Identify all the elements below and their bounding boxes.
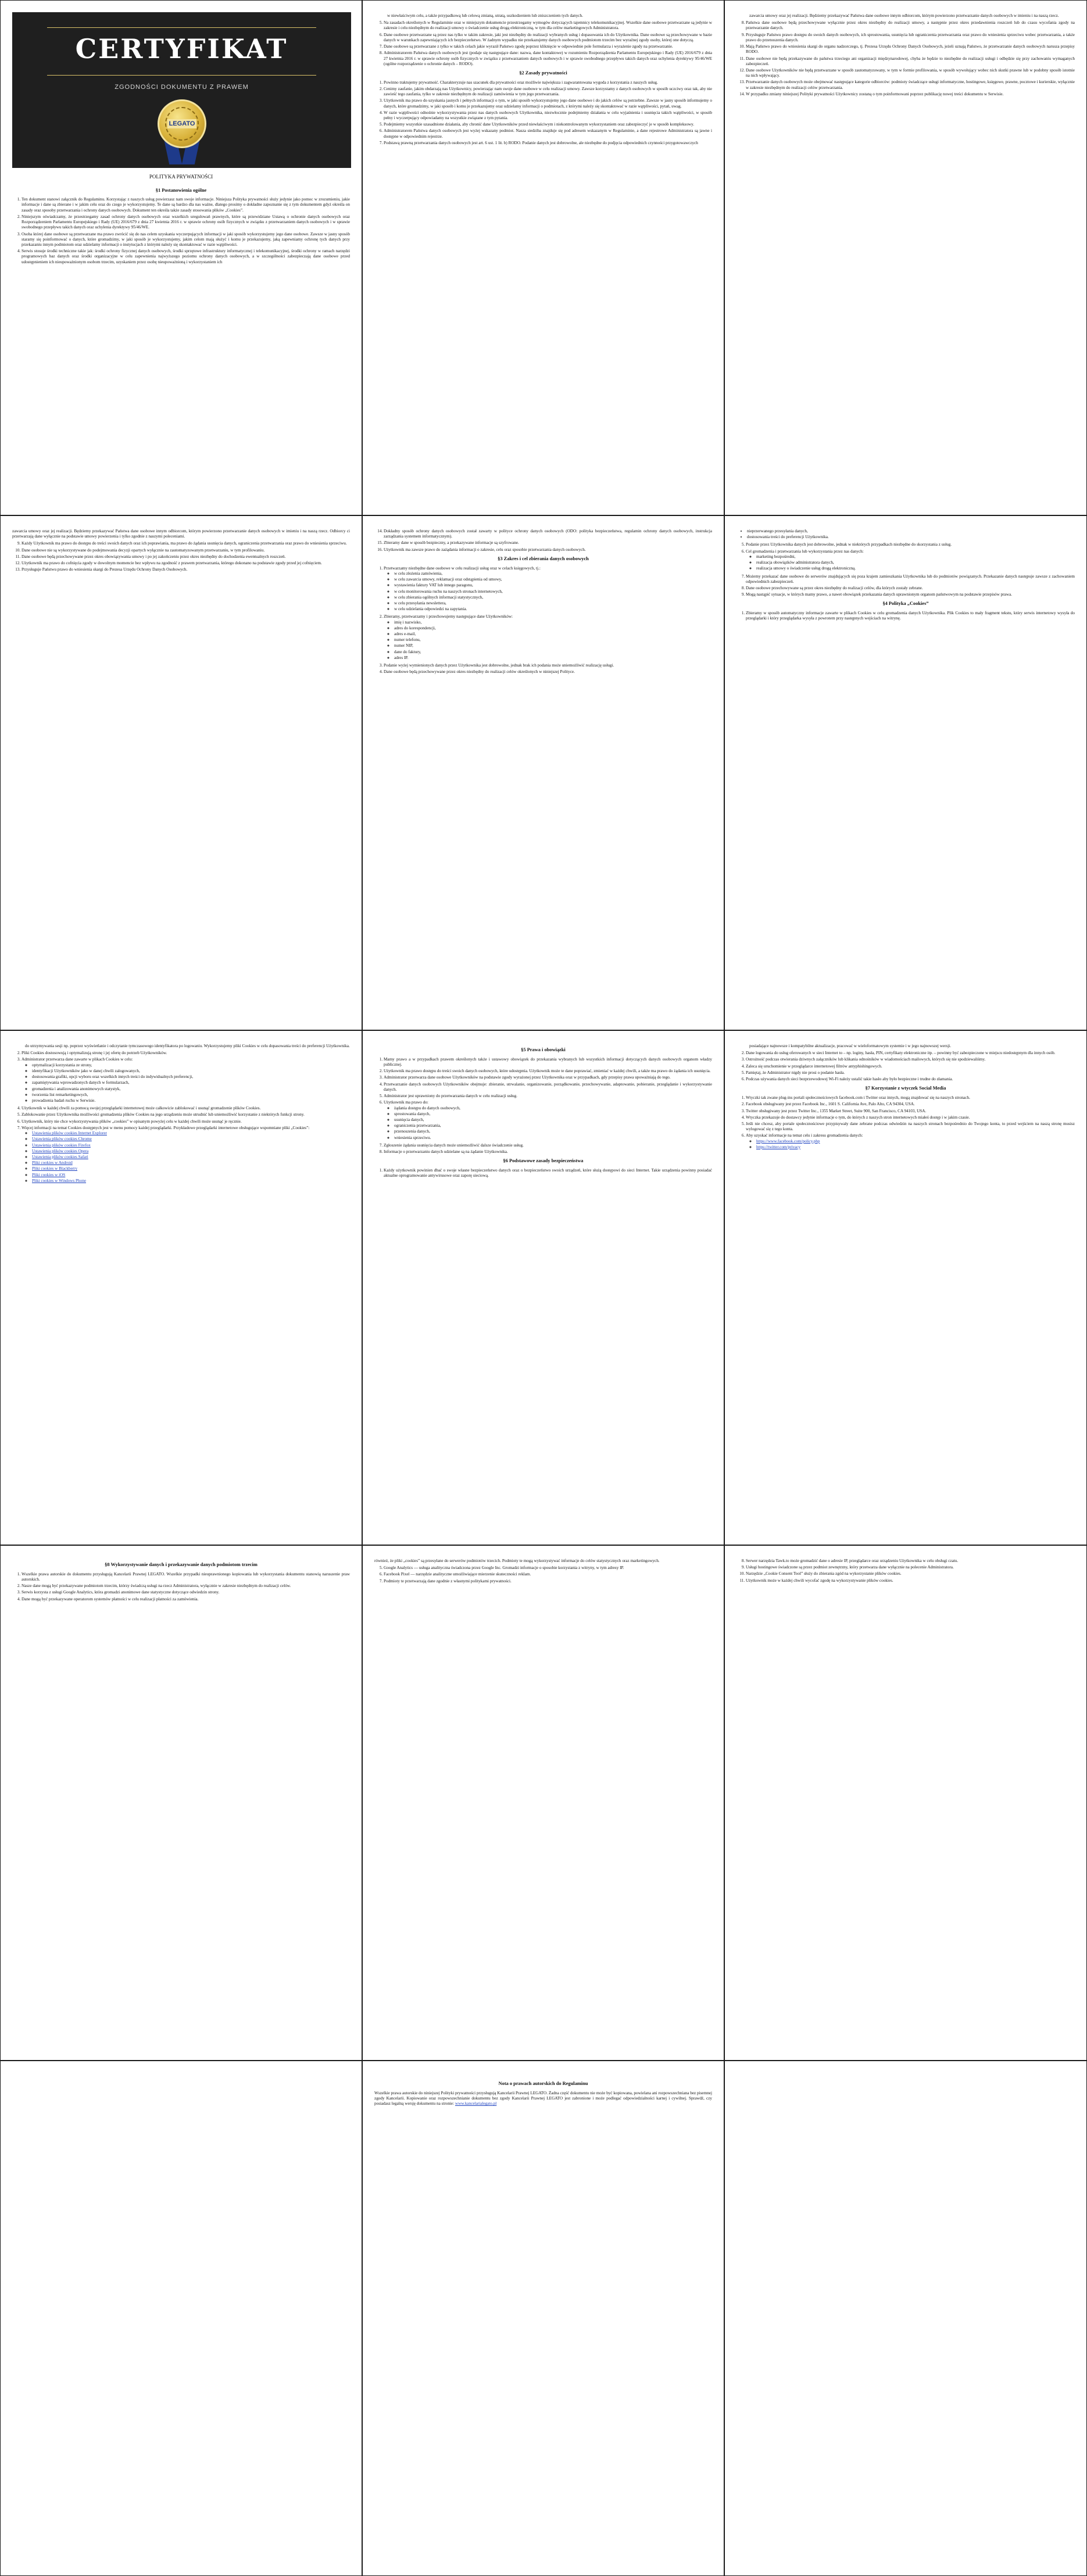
list-item: ◦ ograniczenia przetwarzania, <box>394 1123 712 1128</box>
list-item: 8. Informacje o przetwarzaniu danych udzielane są na żądanie Użytkownika. <box>384 1149 712 1155</box>
list-item: 15. Zbieramy dane w sposób bezpieczny, a przekazywane informacje są szyfrowane. <box>384 540 712 546</box>
section-2-list <box>374 80 712 146</box>
copyright-note-heading: Nota o prawach autorskich do Regulaminu <box>498 2081 588 2086</box>
list-item: ◦ dane do faktury, <box>394 650 712 655</box>
list-item: 10. Mają Państwo prawo do wniesienia skargi do organu nadzorczego, tj. Prezesa Urzędu Ochrony Danych Osobowych, jeżeli uznają Państwo, że przetwarzanie danych osobowych narusza przepisy RODO. <box>746 44 1075 55</box>
list-item: 3. Administrator przetwarza dane osobowe Użytkowników na podstawie zgody wyrażonej przez Użytkownika oraz w przypadkach, gdy przepisy prawa upoważniają do tego. <box>384 1075 712 1080</box>
list-item: 10. Dane osobowe nie są wykorzystywane do podejmowania decyzji opartych wyłącznie na zautomatyzowanym przetwarzaniu, w tym profilowaniu. <box>22 548 350 553</box>
seal-text: LEGATO <box>167 119 197 128</box>
list-item <box>384 566 712 612</box>
section-heading-5: §5 Prawa i obowiązki <box>521 1047 566 1052</box>
browser-link-chrome[interactable]: Ustawienia plików cookies Chrome <box>32 1137 92 1142</box>
list-item <box>746 1133 1075 1150</box>
list-item: ◦ w celu zawarcia umowy, reklamacji oraz odstąpienia od umowy, <box>394 577 712 582</box>
list-item: 1. Zbieramy w sposób automatyczny informacje zawarte w plikach Cookies w celu gromadzenia danych Użytkownika. Plik Cookies to mały fragment tekstu, który serwis internetowy wysyła do przeglądarki i który przeglądarka wysyła z powrotem przy następnych wejściach na witrynę. <box>746 611 1075 621</box>
section-4-list-cont <box>12 1051 350 1184</box>
cont-list <box>736 529 1075 540</box>
list-item: 2. Cenimy zaufanie, jakim obdarzają nas Użytkownicy, powierzając nam swoje dane osobowe w celu realizacji umowy. Zawsze korzystamy z danych osobowych w sposób uczciwy oraz tak, aby nie zawieść tego zaufania, tylko w zakresie niezbędnym do realizacji zamówienia w tym jego przetwarzania. <box>384 87 712 97</box>
list-item: ◦ realizacja umowy o świadczenie usług drogą elektroniczną. <box>756 566 1075 571</box>
section-8-list <box>12 1572 350 1602</box>
list-item <box>32 1143 350 1148</box>
page-2 <box>362 0 724 515</box>
list-item: 7. Podstawą prawną przetwarzania danych osobowych jest art. 6 ust. 1 lit. b) RODO. Podanie danych jest dobrowolne, ale niezbędne do podjęcia odpowiednich czynności przygotowawczych <box>384 141 712 146</box>
certificate-rule-mid <box>47 75 316 76</box>
page-12 <box>724 1545 1087 2061</box>
list-item <box>384 1100 712 1141</box>
list-item: 9. Mogą nastąpić sytuacje, w których mamy prawo, a nawet obowiązek przekazania danych uprawnionym organom państwowym na podstawie przepisów prawa. <box>746 592 1075 597</box>
list-item: 2. Dane logowania do usług oferowanych w sieci Internet to – np. loginy, hasła, PIN, certyfikaty elektroniczne itp. – powinny być zabezpieczone w miejscu niedostępnym dla innych osób. <box>746 1051 1075 1056</box>
section-6-list-cont <box>736 1051 1075 1082</box>
facebook-policy-link[interactable]: https://www.facebook.com/policy.php <box>756 1138 820 1144</box>
list-item <box>32 1166 350 1171</box>
list-item: 9. Usługi hostingowe świadczone są przez podmiot zewnętrzny, który przetwarza dane wyłącznie na polecenie Administratora. <box>746 1565 1075 1570</box>
list-item: ◦ imię i nazwisko, <box>394 620 712 625</box>
list-item: 12. Użytkownik ma prawo do cofnięcia zgody w dowolnym momencie bez wpływu na zgodność z prawem przetwarzania, którego dokonano na podstawie zgody przed jej cofnięciem. <box>22 561 350 566</box>
list-item: 11. Dane osobowe będą przechowywane przez okres obowiązywania umowy i po jej zakończeniu przez okres niezbędny do dochodzenia ewentualnych roszczeń. <box>22 554 350 560</box>
list-item: 7. Podmioty te przetwarzają dane zgodnie z własnymi politykami prywatności. <box>384 1579 712 1584</box>
page-4 <box>0 515 362 1030</box>
list-item: • nieprzerwanego przesyłania danych, <box>747 529 1075 534</box>
list-item: 9. Każdy Użytkownik ma prawo do dostępu do treści swoich danych oraz ich poprawiania, ma prawo do żądania usunięcia danych, ograniczenia przetwarzania oraz prawo do wniesienia sprzeciwu. <box>22 541 350 546</box>
browser-link-blackberry[interactable]: Pliki cookies w Blackberry <box>32 1166 78 1171</box>
section-heading-7: §7 Korzystanie z wtyczek Social Media <box>865 1085 946 1091</box>
list-item: 3. Serwis korzysta z usługi Google Analytics, która gromadzi anonimowe dane statystyczne dotyczące odwiedzin strony. <box>22 1590 350 1595</box>
browser-link-windows-phone[interactable]: Pliki cookies w Windows Phone <box>32 1178 87 1183</box>
paragraph: zawarcia umowy oraz jej realizacji. Będziemy przekazywać Państwa dane osobowe innym odbiorcom, którym powierzono przetwarzanie danych osobowych w imieniu i na naszą rzecz. Odbiorcy ci przetwarzają dane wyłącznie na podstawie umowy powierzenia i tylko zgodnie z naszymi poleceniami. <box>12 529 350 539</box>
list-item: ◦ realizacja obowiązków administratora danych, <box>756 560 1075 565</box>
list-item: ◦ gromadzenia i analizowania anonimowych statystyk, <box>32 1087 350 1092</box>
cookie-purposes-list <box>22 1063 350 1104</box>
list-item <box>22 1126 350 1184</box>
list-item: 3. Twitter obsługiwany jest przez Twitter Inc., 1355 Market Street, Suite 900, San Francisco, CA 94103, USA. <box>746 1109 1075 1114</box>
list-item: 3. Podanie wyżej wymienionych danych przez Użytkownika jest dobrowolne, jednak brak ich podania może uniemożliwić realizację usługi. <box>384 663 712 668</box>
list-item: 8. Państwa dane osobowe będą przechowywane wyłącznie przez okres niezbędny do realizacji umowy, a następnie przez okres przedawnienia roszczeń lub do czasu wycofania zgody na przetwarzanie danych. <box>746 20 1075 31</box>
list-item: ◦ identyfikacji Użytkowników jako w danej chwili zalogowanych, <box>32 1069 350 1074</box>
list-item-text: Cel gromadzenia i przetwarzania lub wykorzystania przez nas danych: <box>746 549 864 554</box>
list-item: 6. Dane osobowe przetwarzane są przez nas tylko w takim zakresie, jaki jest niezbędny do realizacji wybranych usług i dopasowania ich do Użytkownika. Dane osobowe są przechowywane w bazie danych w warunkach zapewniających ich bezpieczeństwo. W żadnym wypadku nie przekazujemy danych osobowych podmiotom trzecim bez wyraźnej zgody osoby, której one dotyczą. <box>384 33 712 43</box>
data-categories-list <box>384 620 712 661</box>
list-item: 6. Użytkownik, który nie chce wykorzystywania plików „cookies” w opisanym powyżej celu w każdej chwili może usunąć je ręcznie. <box>22 1119 350 1124</box>
list-item: 14. Dokładny sposób ochrony danych osobowych został zawarty w polityce ochrony danych osobowych (ODO: polityka bezpieczeństwa, regulamin ochrony danych osobowych, instrukcja zarządzania systemem informatycznym). <box>384 529 712 539</box>
list-item: ◦ dostosowania grafiki, opcji wyboru oraz wszelkich innych treści do indywidualnych preferencji, <box>32 1074 350 1080</box>
list-item: ◦ żądania dostępu do danych osobowych, <box>394 1106 712 1111</box>
list-item: 11. Dane osobowe nie będą przekazywane do państwa trzeciego ani organizacji międzynarodowej, chyba że będzie to niezbędne do realizacji usługi i odbędzie się przy zachowaniu wymaganych zabezpieczeń. <box>746 56 1075 67</box>
list-item: ◦ wystawienia faktury VAT lub innego paragonu, <box>394 583 712 588</box>
list-item: 2. Pliki Cookies dostosowują i optymalizują stronę i jej ofertę do potrzeb Użytkowników. <box>22 1051 350 1056</box>
page-13 <box>0 2061 362 2576</box>
list-item: 3. Ostrożność podczas otwierania dziwnych załączników lub klikania odnośników w wiadomościach mailowych, których się nie spodziewaliśmy. <box>746 1057 1075 1062</box>
purpose-list <box>746 554 1075 572</box>
page-5 <box>362 515 724 1030</box>
section-8-list-cont-2 <box>736 1559 1075 1583</box>
list-item: 5. Podanie przez Użytkownika danych jest dobrowolne, jednak w niektórych przypadkach niezbędne do skorzystania z usług. <box>746 542 1075 547</box>
list-item: 1. Wszelkie prawa autorskie do dokumentu przysługują Kancelarii Prawnej LEGATO. Wszelkie przypadki nieuprawnionego kopiowania lub wykorzystania dokumentu stanowią naruszenie praw autorskich. <box>22 1572 350 1582</box>
page-14 <box>362 2061 724 2576</box>
copyright-note-text <box>374 2091 712 2107</box>
list-item <box>32 1131 350 1136</box>
browser-link-ie[interactable]: Ustawienia plików cookies Internet Explorer <box>32 1131 107 1136</box>
list-item: 2. Nasze dane mogą być przekazywane podmiotom trzecim, którzy świadczą usługi na rzecz Administratora, wyłącznie w zakresie niezbędnym do realizacji celów. <box>22 1583 350 1589</box>
list-item: 5. Pamiętaj, że Administrator nigdy nie prosi o podanie hasła. <box>746 1070 1075 1076</box>
list-item: 5. Podejmiemy wszystkie uzasadnione działania, aby chronić dane Użytkowników przed niewłaściwym i niekontrolowanym wykorzystaniem oraz zabezpieczyć je w sposób kompleksowy. <box>384 122 712 127</box>
certificate-title: CERTYFIKAT <box>75 33 288 65</box>
list-item: 4. Przetwarzanie danych osobowych Użytkowników obejmuje: zbieranie, utrwalanie, organizowanie, porządkowanie, przechowywanie, adaptowanie, pobieranie, przeglądanie i wykorzystywanie danych. <box>384 1082 712 1092</box>
list-item: 4. Dane mogą być przekazywane operatorom systemów płatności w celu realizacji płatności za zamówienia. <box>22 1597 350 1602</box>
list-item: 1. Powinno traktujemy prywatność. Charakteryzuje nas szacunek dla prywatności oraz możliwie największa i zagwarantowana wygoda z korzystania z naszych usług. <box>384 80 712 85</box>
section-heading-8: §8 Wykorzystywanie danych i przekazywanie danych podmiotom trzecim <box>105 1562 258 1567</box>
list-item: 4. Użytkownik w każdej chwili za pomocą swojej przeglądarki internetowej może całkowicie zablokować i usunąć gromadzenie plików Cookies. <box>22 1106 350 1111</box>
list-item-text: Więcej informacji na temat Cookies dostępnych jest w menu pomocy każdej przeglądarki. Przykładowe przeglądarki internetowe obsługujące wspomniane pliki „Cookies”: <box>22 1125 310 1130</box>
list-item: ◦ zapamiętywania wprowadzonych danych w formularzach, <box>32 1080 350 1085</box>
list-item <box>22 1057 350 1104</box>
section-7-list <box>736 1095 1075 1150</box>
list-item: ◦ przenoszenia danych, <box>394 1129 712 1134</box>
list-item: 5. Google Analytics — usługa analityczna świadczona przez Google Inc. Gromadzi informacje o sposobie korzystania z witryny, w tym adresy IP. <box>384 1565 712 1571</box>
page-6 <box>724 515 1087 1030</box>
list-item: 7. Dane osobowe są przetwarzane z tylko w takich celach jakie wyraził Państwo zgodę poprzez kliknięcie w odpowiednie pole formularza i wyrażenie zgody na przetwarzanie. <box>384 44 712 49</box>
list-item-text: Przetwarzamy niezbędne dane osobowe w celu realizacji usług oraz w celach księgowych, tj.: <box>384 565 541 571</box>
list-item <box>746 549 1075 572</box>
browser-link-opera[interactable]: Ustawienia plików cookies Opera <box>32 1148 89 1153</box>
list-item: 7. Zgłoszenie żądania usunięcia danych może uniemożliwić dalsze świadczenie usług. <box>384 1143 712 1148</box>
list-item: 1. Wtyczki tak zwane plug-ins portali społecznościowych facebook.com i Twitter oraz innych, mogą znajdować się na naszych stronach. <box>746 1095 1075 1101</box>
browser-link-firefox[interactable]: Ustawienia plików cookies Firefox <box>32 1142 91 1148</box>
section-heading-1: §1 Postanowienia ogólne <box>155 187 207 193</box>
list-item: ◦ w celu przesyłania newslettera, <box>394 601 712 606</box>
certificate-rule-top <box>47 27 316 28</box>
list-item: 13. Przetwarzanie danych osobowych może obejmować następujące kategorie odbiorców: podmioty świadczące usługi informatyczne, hostingowe, księgowe, prawne, pocztowe i kurierskie, wyłącznie w zakresie niezbędnym do realizacji celów przetwarzania. <box>746 80 1075 90</box>
list-item: 5. Administrator jest uprawniony do przetwarzania danych w celu realizacji usług. <box>384 1094 712 1099</box>
list-item: ◦ w celu udzielania odpowiedzi na zapytania. <box>394 607 712 612</box>
list-item: 4. W razie wątpliwości odnośnie wykorzystywania przez nas danych osobowych Użytkownika, niezwłocznie podejmiemy działania w celu wyjaśnienia i usunięcia takich wątpliwości, w sposób pełny i wyczerpujący odpowiadamy na wszystkie związane z tym pytania. <box>384 110 712 121</box>
list-item: 8. Administratorem Państwa danych osobowych jest (podaje się następujące dane: nazwa, dane kontaktowe) w rozumieniu Rozporządzenia Parlamentu Europejskiego i Rady (UE) 2016/679 z dnia 27 kwietnia 2016 r. w sprawie ochrony osób fizycznych w związku z przetwarzaniem danych osobowych i w sprawie swobodnego przepływu takich danych oraz uchylenia dyrektywy 95/46/WE (ogólne rozporządzenie o ochronie danych – RODO). <box>384 51 712 67</box>
list-item: • dostosowania treści do preferencji Użytkownika. <box>747 535 1075 540</box>
section-6-list <box>374 1168 712 1178</box>
list-item: ◦ numer telefonu, <box>394 637 712 643</box>
list-item <box>32 1155 350 1160</box>
twitter-policy-link[interactable]: https://twitter.com/privacy <box>756 1144 801 1149</box>
page-15 <box>724 2061 1087 2576</box>
list-item: ◦ adres IP. <box>394 655 712 661</box>
list-item <box>756 1139 1075 1144</box>
legato-website-link[interactable]: www.kancelarialegato.pl <box>455 2101 497 2106</box>
list-item: ◦ adres e-mail, <box>394 632 712 637</box>
page-9 <box>724 1030 1087 1545</box>
section-2-list-cont <box>736 20 1075 97</box>
list-item: 2. Facebook obsługiwany jest przez Facebook Inc., 1601 S. California Ave, Palo Alto, CA 94304, USA. <box>746 1102 1075 1107</box>
list-item <box>32 1160 350 1166</box>
paragraph: w niewłaściwym celu, a także przypadkową lub celową zmianą, utratą, uszkodzeniem lub zniszczeniem tych danych. <box>387 13 583 18</box>
paragraph: do utrzymywania sesji np. poprzez wyświetlanie i odczytanie tymczasowego identyfikatora po logowaniu. Wykorzystujemy pliki Cookies w celu dopasowania treści do preferencji Użytkownika. <box>25 1044 350 1048</box>
list-item: 4. Wtyczka przekazuje do dostawcy jedynie informacje o tym, do których z naszych stron internetowych miałeś dostęp i w jakim czasie. <box>746 1115 1075 1120</box>
rights-list <box>384 1106 712 1141</box>
list-item: 6. Podczas używania danych sieci bezprzewodowej Wi-Fi należy ustalić takie hasło aby było bezpieczne i trudne do złamania. <box>746 1077 1075 1082</box>
section-5-list <box>374 1057 712 1155</box>
page-3 <box>724 0 1087 515</box>
section-3-list <box>374 566 712 675</box>
section-2-list-cont-3 <box>374 529 712 553</box>
list-item <box>32 1173 350 1178</box>
list-item: ◦ sprostowania danych, <box>394 1112 712 1117</box>
list-item: 2. Niniejszym oświadczamy, że przestrzegamy zasad ochrony danych osobowych oraz wszelkich uregulowań prawnych, które są przewidziane Ustawą o ochronie danych osobowych oraz Rozporządzeniem Parlamentu Europejskiego i Rady (UE) 2016/679 z dnia 27 kwietnia 2016 r. w sprawie ochrony osób fizycznych w związku z przetwarzaniem danych osobowych i w sprawie swobodnego przepływu takich danych oraz uchylenia dyrektywy 95/46/WE. <box>22 214 350 231</box>
list-item-text: Użytkownik ma prawo do: <box>384 1100 428 1105</box>
legato-seal-icon <box>158 99 206 148</box>
list-item-text: Zbieramy, przetwarzamy i przechowujemy następujące dane Użytkowników: <box>384 614 513 619</box>
list-item: ◦ numer NIP, <box>394 643 712 649</box>
browser-link-ios[interactable]: Pliki cookies w iOS <box>32 1172 66 1177</box>
paragraph: zawarcia umowy oraz jej realizacji. Będziemy przekazywać Państwa dane osobowe innym odbiorcom, którym powierzono przetwarzanie danych osobowych w imieniu i na naszą rzecz. <box>749 13 1059 18</box>
list-item: 13. Przysługuje Państwu prawo do wniesienia skargi do Prezesa Urzędu Ochrony Danych Osobowych. <box>22 567 350 572</box>
list-item: 4. Dane osobowe będą przechowywane przez okres niezbędny do realizacji celów określonych w niniejszej Polityce. <box>384 669 712 675</box>
list-item: 3. Użytkownik ma prawo do uzyskania jasnych i pełnych informacji o tym, w jaki sposób wykorzystujemy jego dane osobowe i do jakich celów są potrzebne. Zawsze w jasny sposób informujemy o danych, które gromadzimy, w jaki sposób i komu je przekazujemy oraz udzielamy informacji o podmiotach, z którymi należy się skontaktować w razie wątpliwości, pytań, uwag. <box>384 98 712 109</box>
list-item: ◦ usunięcia danych, <box>394 1117 712 1123</box>
list-item: 5. Jeśli nie chcesz, aby portale społecznościowe przypisywały dane zebrane podczas odwiedzin na naszych stronach bezpośrednio do Twojego konta, to przed wejściem na naszą stronę musisz wylogować się z tego konta. <box>746 1122 1075 1132</box>
list-item: 8. Serwer narzędzia Tawk.to może gromadzić dane o adresie IP, przeglądarce oraz urządzeniu Użytkownika w celu obsługi czatu. <box>746 1559 1075 1564</box>
list-item: 4. Serwis stosuje środki techniczne takie jak: środki ochrony fizycznej danych osobowych, środki sprzętowe infrastruktury informatycznej i telekomunikacyjnej, środki ochrony w ramach narzędzi programowych baz danych oraz środki organizacyjne w celu zapewnienia najwyższego poziomu ochrony danych osobowych, a w szczególności zabezpieczają dane osobowe przed udostępnieniem ich nieupoważnionym osobom trzecim, uzyskaniem przez osobę nieupoważnioną i wykorzystaniem ich <box>22 249 350 265</box>
list-item: 6. Facebook Pixel — narzędzie analityczne umożliwiające mierzenie skuteczności reklam. <box>384 1572 712 1577</box>
section-heading-4: §4 Polityka „Cookies” <box>882 601 929 607</box>
list-item-text: Administrator przetwarza dane zawarte w plikach Cookies w celu: <box>22 1057 133 1062</box>
list-item: 4. Zaleca się uruchomienie w przeglądarce internetowej filtrów antyphishingowych. <box>746 1064 1075 1069</box>
list-item: 8. Dane osobowe przechowywane są przez okres niezbędny do realizacji celów, dla których zostały zebrane. <box>746 586 1075 591</box>
section-1-list <box>12 197 350 265</box>
browser-links-list <box>22 1131 350 1184</box>
policy-title: POLITYKA PRYWATNOŚCI <box>149 174 213 180</box>
list-item: 6. Administratorem Państwa danych osobowych jest wyżej wskazany podmiot. Nasza siedziba znajduje się pod adresem wskazanym w Regulaminie, a dane rejestrowe Administratora są jawne i dostępne w odpowiednim rejestrze. <box>384 128 712 139</box>
list-item: 7. Możemy przekazać dane osobowe do serwerów znajdujących się poza krajem zamieszkania Użytkownika lub do podmiotów powiązanych. Przekazanie danych następuje zawsze z zachowaniem odpowiednich zabezpieczeń. <box>746 574 1075 585</box>
purposes-list <box>384 571 712 612</box>
section-3-list-cont <box>736 542 1075 597</box>
list-item: ◦ w celu złożenia zamówienia, <box>394 571 712 576</box>
list-item: ◦ wniesienia sprzeciwu. <box>394 1135 712 1141</box>
page-11 <box>362 1545 724 2061</box>
section-1-list-cont <box>374 20 712 67</box>
section-heading-3: §3 Zakres i cel zbierania danych osobowych <box>498 556 589 561</box>
list-item: ◦ optymalizacji korzystania ze strony, <box>32 1063 350 1068</box>
certificate-subtitle: ZGODNOŚCI DOKUMENTU Z PRAWEM <box>115 84 249 91</box>
list-item: 3. Osoba której dane osobowe są przetwarzane ma prawo zwrócić się do nas celem uzyskania wyczerpujących informacji w jaki sposób wykorzystujemy jego dane osobowe. Zawsze w jasny sposób staramy się poinformować o danych, które gromadzimy, w jaki sposób je wykorzystujemy, jakim celom mają służyć i komu je przekazujemy, jaką zapewniamy ochronę tych danych przy przekazaniu innym podmiotom oraz udzielamy informacji o instytucjach z którymi należy się skontaktować w razie wątpliwości. <box>22 232 350 248</box>
section-heading-6: §6 Podstawowe zasady bezpieczeństwa <box>503 1158 584 1164</box>
list-item <box>384 614 712 661</box>
section-2-list-cont-2 <box>12 541 350 572</box>
list-item: 1. Każdy użytkownik powinien dbać o swoje własne bezpieczeństwo danych oraz o bezpieczeństwo swoich urządzeń, które służą dostępowi do sieci Internet. Takie urządzenia powinny posiadać aktualne oprogramowanie antywirusowe oraz zaporę sieciową. <box>384 1168 712 1178</box>
browser-link-safari[interactable]: Ustawienia plików cookies Safari <box>32 1154 88 1159</box>
list-item <box>32 1149 350 1154</box>
certificate-banner <box>12 12 351 168</box>
list-item: 1. Mamy prawo a w przypadkach prawem określonych także i ustawowy obowiązek do przekazania wybranych lub wszystkich informacji dotyczących danych osobowych organom władzy publicznej. <box>384 1057 712 1067</box>
page-7 <box>0 1030 362 1545</box>
paragraph: posiadające najnowsze i kompatybilne aktualizacje, pracować w wieloformatowym systemie i w jego najnowszej wersji. <box>749 1044 952 1048</box>
list-item: 16. Użytkownik ma zawsze prawo do zażądania informacji o zakresie, celu oraz sposobie przetwarzania danych osobowych. <box>384 547 712 553</box>
list-item: 5. Na zasadach określonych w Regulaminie oraz w niniejszym dokumencie przestrzegamy wymogów dotyczących tajemnicy telekomunikacyjnej. Wszelkie dane osobowe przetwarzane są jedynie w zakresie i celu niezbędnym do realizacji umowy o świadczenie usług drogą elektroniczną, w tym dla celów marketingowych Administratora. <box>384 20 712 31</box>
page-1 <box>0 0 362 515</box>
list-item: 1. Ten dokument stanowi załącznik do Regulaminu. Korzystając z naszych usług powierzasz nam swoje informacje. Niniejsza Polityka prywatności służy jedynie jako pomoc w zrozumieniu, jakie informacje i dane są zbierane i w jakim celu oraz do czego je wykorzystujemy. Te dane są bardzo dla nas ważne, dlatego prosimy o dokładne zapoznanie się z tym dokumentem gdyż określa on zasady oraz sposoby przetwarzania i ochrony danych osobowych. Dokument ten określa także zasady stosowania plików „Cookies”. <box>22 197 350 213</box>
list-item-text: Aby uzyskać informacje na temat celu i zakresu gromadzenia danych: <box>746 1133 863 1138</box>
list-item: 10. Narzędzie „Cookie Consent Tool” służy do zbierania zgód na wykorzystanie plików cookies. <box>746 1571 1075 1577</box>
list-item: ◦ adres do korespondencji, <box>394 626 712 631</box>
spacer <box>374 2074 712 2077</box>
list-item <box>32 1178 350 1184</box>
copyright-note-body: Wszelkie prawa autorskie do niniejszej Polityki prywatności przysługują Kancelarii Prawnej LEGATO. Żadna część dokumentu nie może być kopiowana, powielana ani rozpowszechniana bez pisemnej zgody Kancelarii. Kopiowanie oraz rozpowszechnianie dokumentu bez zgody Kancelarii Prawnej LEGATO jest zabronione i może podlegać odpowiedzialności karnej i cywilnej. Sprawdź, czy posiadasz legalną wersję dokumentu na stronie: <box>374 2090 712 2106</box>
list-item: 12. Dane osobowe Użytkowników nie będą przetwarzane w sposób zautomatyzowany, w tym w formie profilowania, w sposób wywołujący wobec nich skutki prawne lub w podobny sposób istotnie na nich wpływający. <box>746 68 1075 78</box>
section-4-list <box>736 611 1075 621</box>
list-item: ◦ w celu monitorowania ruchu na naszych stronach internetowych, <box>394 589 712 594</box>
seal-inner <box>165 107 199 141</box>
list-item <box>32 1137 350 1142</box>
browser-link-android[interactable]: Pliki cookies w Android <box>32 1160 73 1166</box>
social-links-list <box>746 1139 1075 1150</box>
list-item: 9. Przysługuje Państwu prawo dostępu do swoich danych osobowych, ich sprostowania, usunięcia lub ograniczenia przetwarzania oraz prawo do wniesienia sprzeciwu wobec przetwarzania, a także prawo do przenoszenia danych. <box>746 33 1075 43</box>
section-8-list-cont <box>374 1565 712 1584</box>
list-item: ◦ tworzenia list remarketingowych, <box>32 1092 350 1098</box>
list-item: ◦ prowadzenia badań ruchu w Serwisie. <box>32 1098 350 1104</box>
list-item: ◦ marketing bezpośredni, <box>756 554 1075 560</box>
section-heading-2: §2 Zasady prywatności <box>519 70 567 76</box>
page-10 <box>0 1545 362 2061</box>
list-item: 11. Użytkownik może w każdej chwili wycofać zgodę na wykorzystywanie plików cookies. <box>746 1578 1075 1583</box>
list-item: ◦ w celu zbierania ogólnych informacji statystycznych, <box>394 595 712 600</box>
list-item: 5. Zablokowanie przez Użytkownika możliwości gromadzenia plików Cookies na jego urządzeniu może utrudnić lub uniemożliwić korzystanie z niektórych funkcji strony. <box>22 1112 350 1117</box>
paragraph: również, że pliki „cookies” są przesyłane do serwerów podmiotów trzecich. Podmioty te mogą wykorzystywać informacje do celów statystycznych oraz marketingowych. <box>374 1559 660 1563</box>
list-item <box>756 1145 1075 1150</box>
list-item: 14. W przypadku zmiany niniejszej Polityki prywatności Użytkownicy zostaną o tym poinformowani poprzez publikację nowej treści dokumentu w Serwisie. <box>746 92 1075 97</box>
page-8 <box>362 1030 724 1545</box>
list-item: 2. Użytkownik ma prawo dostępu do treści swoich danych osobowych, które udostępnia. Użytkownik może te dane poprawiać, zmieniać w każdej chwili, a także ma prawo do żądania ich usunięcia. <box>384 1069 712 1074</box>
